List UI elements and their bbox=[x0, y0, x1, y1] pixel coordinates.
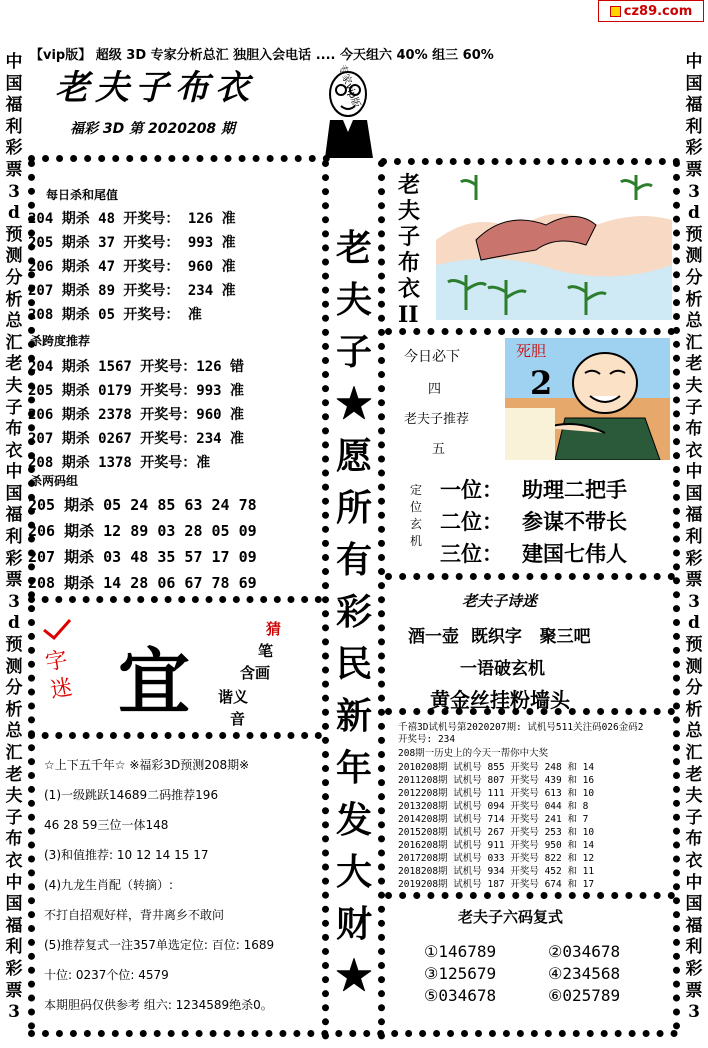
history-header: 千禧3D试机号第2020207期: 试机号511关注码026金码2 bbox=[398, 722, 644, 733]
six-code-item: ④234568 bbox=[548, 964, 621, 983]
issue-label: 福彩 3D 第 2020208 期 bbox=[70, 121, 236, 137]
top-banner: 【vip版】 超级 3D 专家分析总汇 独胆入会电话 .... 今天组六 40% 组三 60% bbox=[30, 48, 494, 63]
riddle-word: 谐义 bbox=[218, 688, 249, 706]
stamp-text: 专家vip版 bbox=[335, 63, 362, 110]
six-code-title: 老夫子六码复式 bbox=[458, 908, 564, 926]
table-row: 2018208期 试机号 934 开奖号 452 和 11 bbox=[398, 866, 595, 877]
forecast-line: 本期胆码仅供参考 组六: 1234589绝杀0。 bbox=[44, 998, 273, 1012]
page-title: 老夫子布衣 bbox=[55, 68, 255, 108]
position-label: 三位： bbox=[440, 542, 503, 566]
six-code-item: ②034678 bbox=[548, 942, 621, 961]
riddle-word: 音 bbox=[230, 710, 246, 728]
list-item: 208 期杀 14 28 06 67 78 69 bbox=[28, 574, 257, 592]
list-item: 205 期杀 37 开奖号： 993 准 bbox=[28, 235, 236, 251]
list-item: 204 期杀 1567 开奖号：126 错 bbox=[28, 359, 245, 375]
riddle-word: 笔 bbox=[258, 642, 274, 660]
recommend-value: 五 bbox=[432, 442, 446, 457]
forecast-line: 不打自招观好样，背井离乡不敢问 bbox=[44, 908, 225, 922]
list-item: 206 期杀 12 89 03 28 05 09 bbox=[28, 522, 257, 540]
divider bbox=[385, 573, 675, 580]
poem-line: 黄金丝挂粉墙头 bbox=[430, 688, 570, 712]
list-item: 208 期杀 05 开奖号： 准 bbox=[28, 307, 202, 323]
list-item: 205 期杀 0179 开奖号：993 准 bbox=[28, 383, 245, 399]
divider bbox=[385, 328, 675, 335]
table-row: 2014208期 试机号 714 开奖号 241 和 7 bbox=[398, 814, 589, 825]
position-label: 二位： bbox=[440, 510, 503, 534]
list-item: 207 期杀 89 开奖号： 234 准 bbox=[28, 283, 236, 299]
riddle-character: 宜 bbox=[118, 639, 191, 724]
forecast-line: (5)推荐复式一注357单选定位: 百位: 1689 bbox=[44, 938, 275, 952]
list-item: 205 期杀 05 24 85 63 24 78 bbox=[28, 496, 257, 514]
table-row: 2017208期 试机号 033 开奖号 822 和 12 bbox=[398, 853, 595, 864]
positions-side-label: 定位玄机 bbox=[410, 483, 423, 548]
list-item: 206 期杀 2378 开奖号：960 准 bbox=[28, 407, 245, 423]
forecast-line: (3)和值推荐: 10 12 14 15 17 bbox=[44, 848, 209, 862]
six-code-item: ⑤034678 bbox=[424, 986, 497, 1005]
position-label: 一位： bbox=[440, 478, 503, 502]
riddle-word: 含画 bbox=[240, 664, 271, 682]
table-row: 2019208期 试机号 187 开奖号 674 和 17 bbox=[398, 879, 595, 890]
history-header: 208期一历史上的今天一帮你中大奖 bbox=[398, 748, 549, 759]
badge-number: 2 bbox=[530, 364, 553, 402]
poem-line: 一语破玄机 bbox=[460, 659, 545, 679]
site-badge[interactable]: cz89.com bbox=[598, 0, 704, 22]
kill-sum-heading: 每日杀和尾值 bbox=[46, 188, 119, 202]
kill-two-heading: 杀两码组 bbox=[30, 474, 79, 488]
list-item: 208 期杀 1378 开奖号：准 bbox=[28, 455, 211, 471]
landscape-illustration bbox=[436, 170, 672, 320]
list-item: 207 期杀 03 48 35 57 17 09 bbox=[28, 548, 257, 566]
divider bbox=[28, 1030, 678, 1037]
position-value: 建国七伟人 bbox=[522, 542, 627, 566]
divider bbox=[378, 160, 385, 1040]
recommend-label: 老夫子推荐 bbox=[404, 412, 470, 427]
forecast-line: 十位: 0237个位: 4579 bbox=[44, 968, 169, 982]
position-value: 参谋不带长 bbox=[522, 510, 627, 534]
table-row: 2010208期 试机号 855 开奖号 248 和 14 bbox=[398, 762, 595, 773]
divider bbox=[28, 155, 330, 162]
table-row: 2015208期 试机号 267 开奖号 253 和 10 bbox=[398, 827, 595, 838]
six-code-item: ①146789 bbox=[424, 942, 497, 961]
badge-square-icon bbox=[610, 6, 621, 17]
table-row: 2013208期 试机号 094 开奖号 044 和 8 bbox=[398, 801, 589, 812]
poem-title: 老夫子诗迷 bbox=[462, 592, 538, 610]
side-text-right: 中 国 福 利 彩 票 3 d 预 测 分 析 总 汇 老 夫 子 布 衣 中 国 福 利 彩 票 3 d 预 测 分 析 总 汇 老 夫 子 布 衣 中 国 福 利 彩 票 3 bbox=[685, 52, 703, 1023]
list-item: 206 期杀 47 开奖号： 960 准 bbox=[28, 259, 236, 275]
table-row: 2016208期 试机号 911 开奖号 950 和 14 bbox=[398, 840, 595, 851]
riddle-note: 字迷 bbox=[43, 647, 75, 704]
right-title: 老夫子布衣II bbox=[398, 172, 421, 328]
divider bbox=[673, 160, 680, 1030]
history-header: 开奖号: 234 bbox=[398, 734, 456, 745]
divider bbox=[28, 732, 322, 739]
riddle-word: 猜 bbox=[266, 620, 282, 638]
position-value: 助理二把手 bbox=[522, 478, 627, 502]
poem-line: 酒一壶 既织字 聚三吧 bbox=[408, 627, 591, 647]
table-row: 2011208期 试机号 807 开奖号 439 和 16 bbox=[398, 775, 595, 786]
divider bbox=[322, 160, 329, 1040]
today-value: 四 bbox=[428, 382, 442, 397]
forecast-line: ☆上下五千年☆ ※福彩3D预测208期※ bbox=[44, 758, 250, 772]
table-row: 2012208期 试机号 111 开奖号 613 和 10 bbox=[398, 788, 595, 799]
forecast-line: (4)九龙生肖配（转摘）: bbox=[44, 878, 174, 892]
list-item: 204 期杀 48 开奖号： 126 准 bbox=[28, 211, 236, 227]
six-code-item: ③125679 bbox=[424, 964, 497, 983]
center-slogan: 老夫子★愿所有彩民新年发大财★ bbox=[335, 227, 372, 997]
list-item: 207 期杀 0267 开奖号：234 准 bbox=[28, 431, 245, 447]
side-text-left: 中 国 福 利 彩 票 3 d 预 测 分 析 总 汇 老 夫 子 布 衣 中 国 福 利 彩 票 3 d 预 测 分 析 总 汇 老 夫 子 布 衣 中 国 福 利 彩 票 3 bbox=[5, 52, 23, 1023]
divider bbox=[385, 892, 675, 899]
divider bbox=[380, 158, 680, 165]
kill-span-heading: 杀跨度推荐 bbox=[30, 334, 91, 348]
forecast-line: (1)一级跳跃14689二码推荐196 bbox=[44, 788, 219, 802]
six-code-item: ⑥025789 bbox=[548, 986, 621, 1005]
badge-text: 死胆 bbox=[516, 342, 547, 360]
today-label: 今日必下 bbox=[404, 349, 460, 365]
forecast-line: 46 28 59三位一体148 bbox=[44, 818, 169, 832]
checkmark-icon bbox=[42, 618, 72, 642]
divider bbox=[28, 596, 322, 603]
